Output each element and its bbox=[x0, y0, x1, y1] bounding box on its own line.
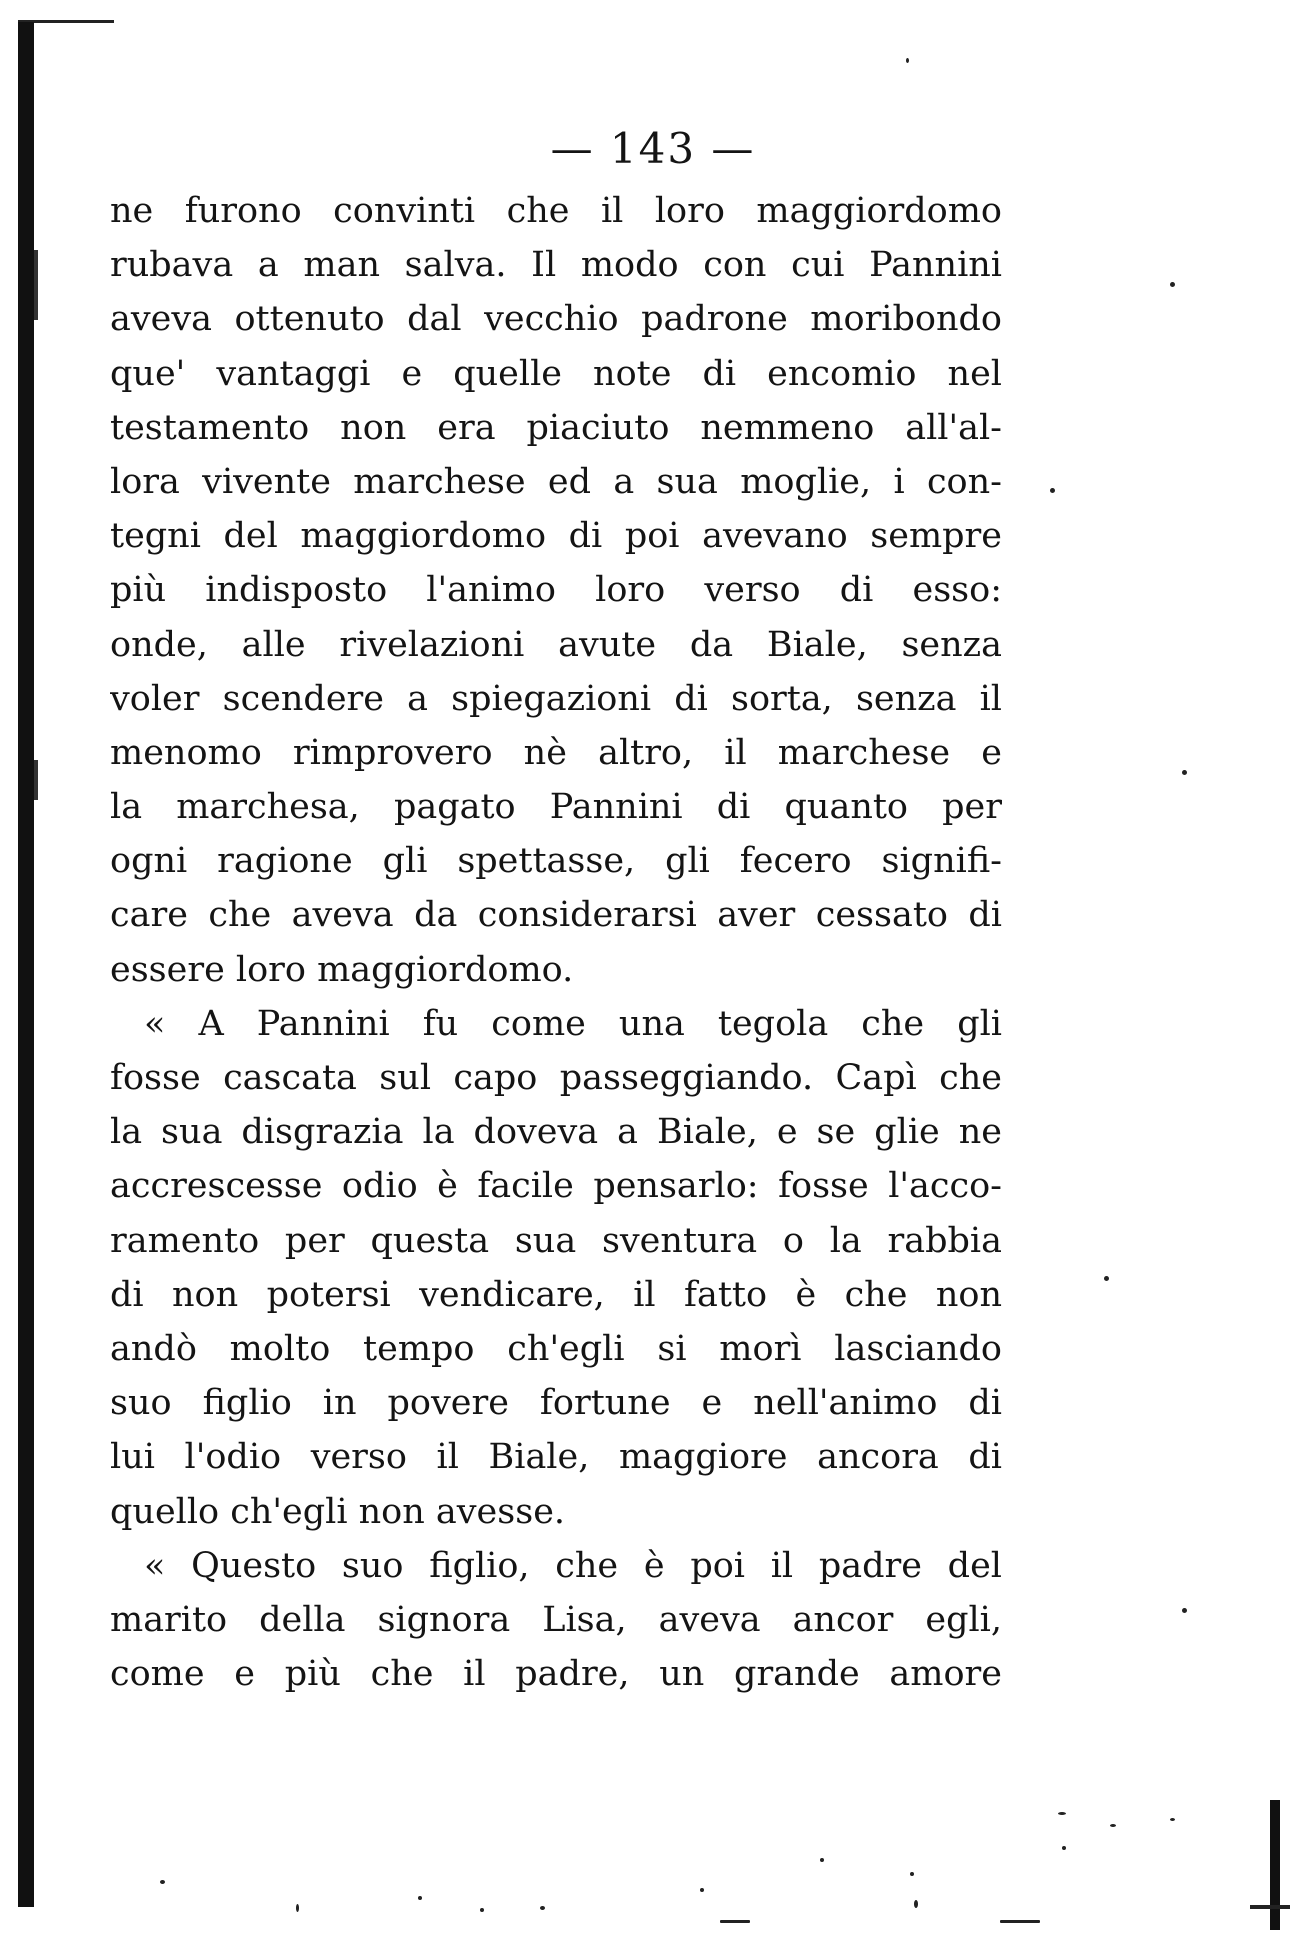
text-line: voler scendere a spiegazioni di sorta, senza il bbox=[110, 678, 1002, 719]
speck bbox=[480, 1908, 484, 1912]
text-line: accrescesse odio è facile pensarlo: fosse l'acco- bbox=[110, 1166, 1002, 1207]
speck bbox=[1110, 1824, 1116, 1827]
text-line: aveva ottenuto dal vecchio padrone moribondo bbox=[110, 299, 1002, 340]
speck bbox=[914, 1900, 918, 1908]
text-line: lora vivente marchese ed a sua moglie, i con- bbox=[110, 461, 1002, 502]
text-line: lui l'odio verso il Biale, maggiore ancora di bbox=[110, 1437, 1002, 1478]
speck bbox=[1050, 488, 1055, 493]
text-line: quello ch'egli non avesse. bbox=[110, 1491, 566, 1532]
speck bbox=[720, 1920, 750, 1923]
speck bbox=[700, 1888, 704, 1892]
text-line: testamento non era piaciuto nemmeno all'al- bbox=[110, 407, 1002, 448]
text-line: la sua disgrazia la doveva a Biale, e se glie ne bbox=[110, 1112, 1002, 1153]
text-line: la marchesa, pagato Pannini di quanto per bbox=[110, 787, 1002, 828]
speck bbox=[1104, 1276, 1109, 1281]
text-line: « Questo suo figlio, che è poi il padre del bbox=[144, 1545, 1002, 1586]
text-line: ramento per questa sua sventura o la rabbia bbox=[110, 1220, 1002, 1261]
speck bbox=[820, 1858, 824, 1862]
text-line: menomo rimprovero nè altro, il marchese e bbox=[110, 732, 1002, 773]
text-line: que' vantaggi e quelle note di encomio nel bbox=[110, 353, 1002, 394]
text-line: tegni del maggiordomo di poi avevano sempre bbox=[110, 516, 1002, 557]
text-line: come e più che il padre, un grande amore bbox=[110, 1654, 1002, 1695]
page-edge-mark bbox=[1250, 1905, 1290, 1909]
speck bbox=[1170, 282, 1175, 287]
speck bbox=[1182, 1608, 1187, 1613]
speck bbox=[160, 1880, 165, 1884]
speck bbox=[540, 1906, 545, 1910]
speck bbox=[1170, 1818, 1175, 1821]
text-line: rubava a man salva. Il modo con cui Pannini bbox=[110, 245, 1002, 286]
text-line: ne furono convinti che il loro maggiordomo bbox=[110, 191, 1002, 231]
text-line: andò molto tempo ch'egli si morì lasciando bbox=[110, 1328, 1002, 1369]
text-line: suo figlio in povere fortune e nell'animo di bbox=[110, 1383, 1002, 1424]
speck bbox=[418, 1896, 422, 1900]
text-line: care che aveva da considerarsi aver cessato di bbox=[110, 895, 1002, 936]
speck bbox=[296, 1904, 299, 1912]
text-line: fosse cascata sul capo passeggiando. Capì che bbox=[110, 1058, 1002, 1098]
text-line: più indisposto l'animo loro verso di esso: bbox=[110, 570, 1002, 611]
body-text bbox=[110, 184, 1002, 1701]
speck bbox=[910, 1872, 914, 1876]
speck bbox=[906, 58, 909, 63]
binding-notch bbox=[34, 250, 38, 320]
text-line: ogni ragione gli spettasse, gli fecero signifi- bbox=[110, 841, 1002, 882]
binding-notch bbox=[34, 760, 38, 800]
page-number: — 143 — bbox=[550, 124, 756, 173]
page-edge-mark bbox=[1270, 1800, 1280, 1930]
text-line: essere loro maggiordomo. bbox=[110, 949, 574, 990]
text-line: marito della signora Lisa, aveva ancor egli, bbox=[110, 1599, 1002, 1640]
speck bbox=[1062, 1846, 1066, 1850]
text-line: onde, alle rivelazioni avute da Biale, senza bbox=[110, 624, 1002, 665]
speck bbox=[1000, 1920, 1040, 1923]
speck bbox=[1182, 770, 1187, 775]
binding-shadow bbox=[18, 22, 34, 1907]
text-line: di non potersi vendicare, il fatto è che non bbox=[110, 1274, 1002, 1315]
text-line: « A Pannini fu come una tegola che gli bbox=[144, 1003, 1002, 1044]
speck bbox=[1058, 1812, 1066, 1815]
